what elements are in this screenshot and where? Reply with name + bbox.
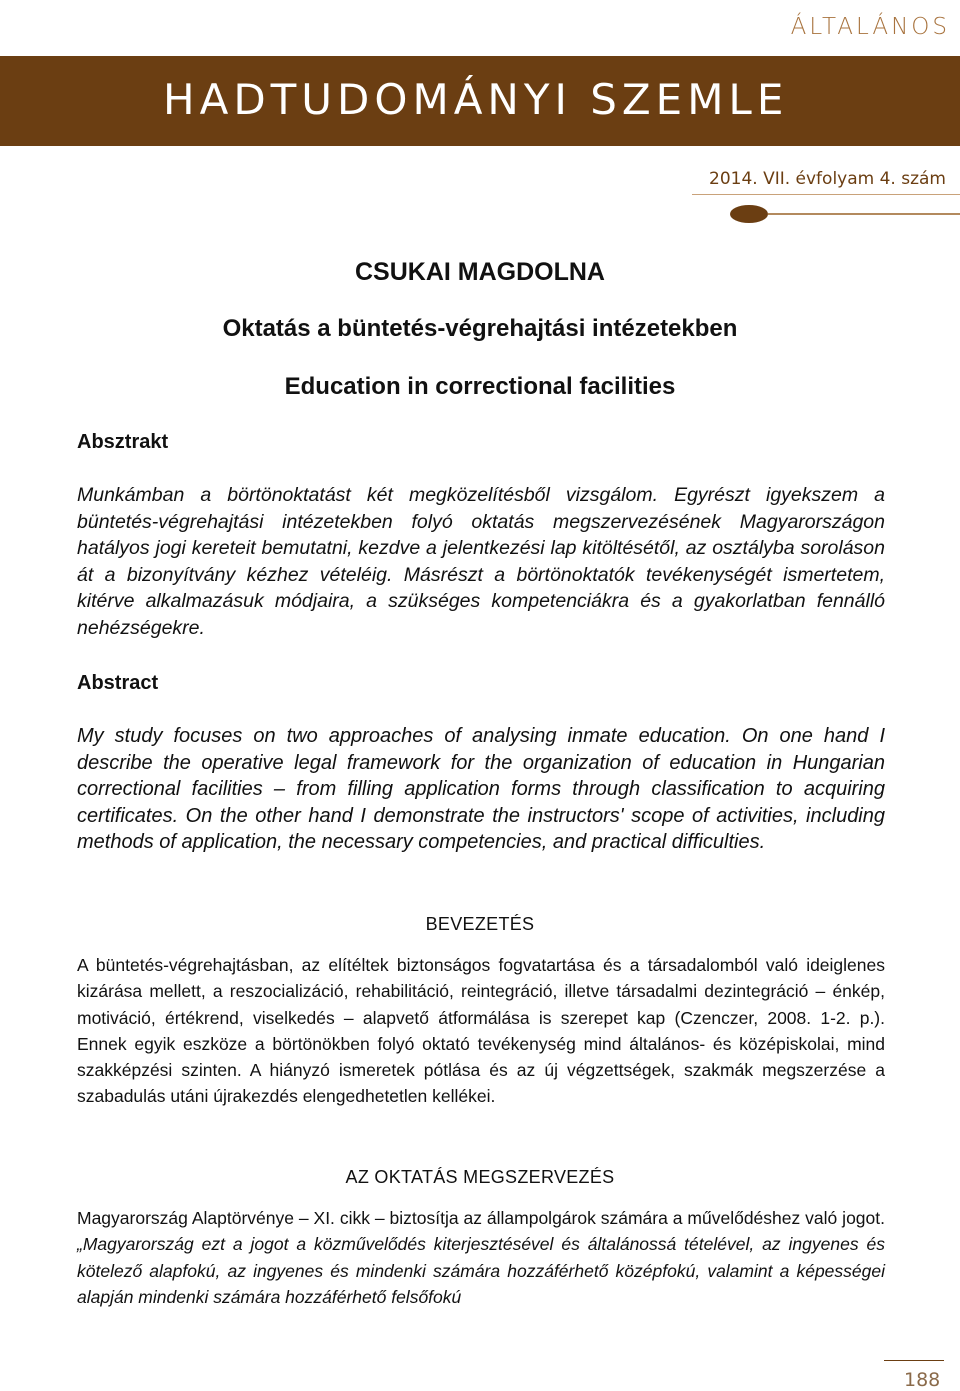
author-name: CSUKAI MAGDOLNA	[355, 258, 605, 286]
issue-divider	[692, 194, 960, 195]
abstract-en-text: My study focuses on two approaches of analysing inmate education. On one hand I describe the operative legal framework for the organization of education in Hungarian correctional facilities – from filling application forms through classification to acquiring certificates. On the other hand I demonstrate the instructors' scope of activities, including methods of application, the necessary competencies, and practical difficulties.	[77, 725, 885, 854]
abstract-hu-text: Munkámban a börtönoktatást két megközelítésből vizsgálom. Egyrészt igyekszem a büntetés-végrehajtási intézetekben folyó oktatás megszervezésének Magyarországon hatályos jogi kereteit bemutatni, kezdve a jelentkezési lap kitöltésétől, az osztályba soroláson át a bizonyítvány kézhez vételéig. Másrészt a börtönoktatók tevékenységét ismertetem, kitérve alkalmazásuk módjaira, a szükséges kompetenciákra és a gyakorlatban fennálló nehézségekre.	[77, 484, 885, 639]
ornament-line	[768, 213, 960, 215]
section-label: ÁLTALÁNOS	[790, 14, 950, 40]
article-title-hungarian: Oktatás a büntetés-végrehajtási intézetekben	[222, 315, 738, 342]
article-title-english: Education in correctional facilities	[284, 373, 676, 400]
organization-text-plain: Magyarország Alaptörvénye – XI. cikk – biztosítja az állampolgárok számára a művelődéshez való jogot.	[77, 1208, 885, 1228]
journal-banner	[0, 56, 960, 146]
journal-title: HADTUDOMÁNYI SZEMLE	[163, 75, 789, 124]
page-number: 188	[904, 1369, 941, 1391]
organization-heading: AZ OKTATÁS MEGSZERVEZÉS	[345, 1167, 615, 1187]
issue-info: 2014. VII. évfolyam 4. szám	[709, 169, 946, 189]
organization-text-quote: „Magyarország ezt a jogot a közművelődés kiterjesztésével és általánossá tételével, az ingyenes és kötelező alapfokú, az ingyenes és mindenki számára hozzáférhető középfokú, valamint a képességei alapján mindenki számára hozzáférhető felsőfokú	[77, 1234, 885, 1307]
intro-heading: BEVEZETÉS	[425, 914, 535, 934]
organization-text	[77, 1205, 885, 1310]
page-number-divider	[884, 1360, 944, 1361]
intro-text: A büntetés-végrehajtásban, az elítéltek biztonságos fogvatartása és a társadalomból való ideiglenes kizárása mellett, a reszocializáció, rehabilitáció, reintegráció, illetve társadalmi dezintegráció – énkép, motiváció, értékrend, viselkedés – alapvető átformálása is szerepet kap (Czenczer, 2008. 1-2. p.). Ennek egyik eszköze a börtönökben folyó oktató tevékenység mind általános- és középiskolai, mind szakképzési szinten. A hiányzó ismeretek pótlása és az új végzettségek, szakmák megszerzése a szabadulás utáni újrakezdés elengedhetetlen kellékei.	[77, 955, 885, 1107]
abstract-hu-heading: Absztrakt	[77, 431, 169, 453]
abstract-en-heading: Abstract	[77, 672, 159, 694]
ornament-oval	[730, 205, 768, 223]
